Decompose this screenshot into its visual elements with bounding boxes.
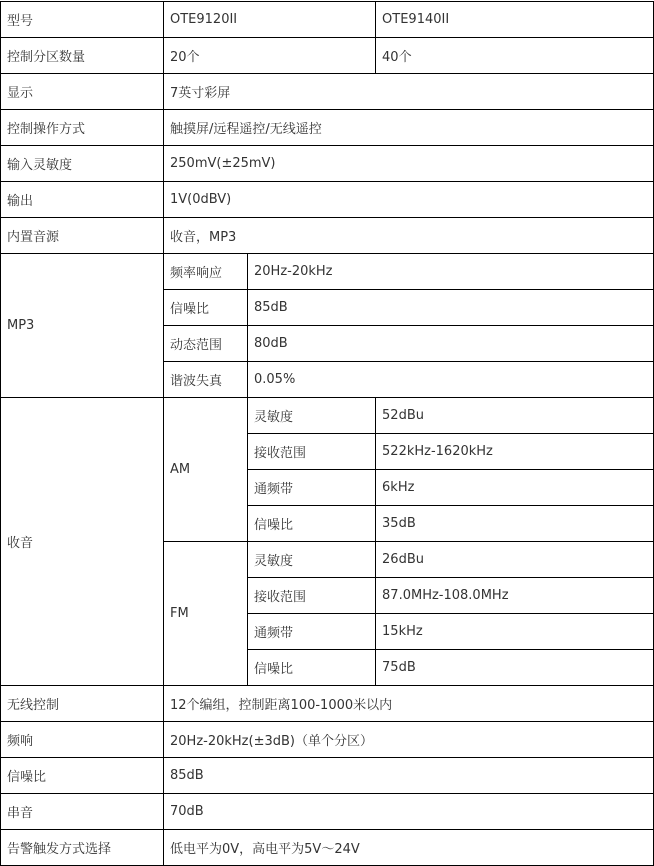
table-row-alarm <box>1 830 654 866</box>
fm-item-label: 接收范围 <box>248 578 376 614</box>
mp3-item-value: 20Hz-20kHz <box>248 254 654 290</box>
mp3-item-value: 85dB <box>248 290 654 326</box>
mp3-item-label: 信噪比 <box>164 290 248 326</box>
fm-item-value: 87.0MHz-108.0MHz <box>376 578 654 614</box>
table-row-sensitivity <box>1 146 654 182</box>
output-value: 1V(0dBV) <box>164 182 654 218</box>
model-a-value: OTE9120II <box>164 2 376 38</box>
mp3-item-value: 80dB <box>248 326 654 362</box>
crosstalk-value: 70dB <box>164 794 654 830</box>
alarm-value: 低电平为0V，高电平为5V～24V <box>164 830 654 866</box>
spec-table <box>0 1 654 866</box>
display-value: 7英寸彩屏 <box>164 74 654 110</box>
fm-item-label: 通频带 <box>248 614 376 650</box>
fm-item-value: 15kHz <box>376 614 654 650</box>
source-value: 收音，MP3 <box>164 218 654 254</box>
table-row-output <box>1 182 654 218</box>
table-row-display <box>1 74 654 110</box>
control-value: 触摸屏/远程遥控/无线遥控 <box>164 110 654 146</box>
display-label: 显示 <box>1 74 164 110</box>
am-item-value: 522kHz-1620kHz <box>376 434 654 470</box>
mp3-item-label: 动态范围 <box>164 326 248 362</box>
wireless-label: 无线控制 <box>1 686 164 722</box>
table-row-source <box>1 218 654 254</box>
fm-item-value: 75dB <box>376 650 654 686</box>
wireless-value: 12个编组，控制距离100-1000米以内 <box>164 686 654 722</box>
mp3-label: MP3 <box>1 254 164 398</box>
zones-a-value: 20个 <box>164 38 376 74</box>
freq-value: 20Hz-20kHz(±3dB)（单个分区） <box>164 722 654 758</box>
freq-label: 频响 <box>1 722 164 758</box>
table-row-zones <box>1 38 654 74</box>
sensitivity-label: 输入灵敏度 <box>1 146 164 182</box>
am-item-label: 通频带 <box>248 470 376 506</box>
zones-label: 控制分区数量 <box>1 38 164 74</box>
snr-value: 85dB <box>164 758 654 794</box>
mp3-item-value: 0.05% <box>248 362 654 398</box>
am-item-value: 52dBu <box>376 398 654 434</box>
table-row-freq <box>1 722 654 758</box>
am-item-label: 灵敏度 <box>248 398 376 434</box>
fm-item-value: 26dBu <box>376 542 654 578</box>
am-item-label: 信噪比 <box>248 506 376 542</box>
fm-label: FM <box>164 542 248 686</box>
am-item-value: 6kHz <box>376 470 654 506</box>
table-row-crosstalk <box>1 794 654 830</box>
table-row-model <box>1 2 654 38</box>
table-row-control <box>1 110 654 146</box>
am-item-value: 35dB <box>376 506 654 542</box>
table-row-radio <box>1 398 654 434</box>
table-row-wireless <box>1 686 654 722</box>
am-item-label: 接收范围 <box>248 434 376 470</box>
sensitivity-value: 250mV(±25mV) <box>164 146 654 182</box>
output-label: 输出 <box>1 182 164 218</box>
am-label: AM <box>164 398 248 542</box>
model-b-value: OTE9140II <box>376 2 654 38</box>
table-row-mp3 <box>1 254 654 290</box>
radio-label: 收音 <box>1 398 164 686</box>
mp3-item-label: 频率响应 <box>164 254 248 290</box>
control-label: 控制操作方式 <box>1 110 164 146</box>
table-row-snr <box>1 758 654 794</box>
fm-item-label: 灵敏度 <box>248 542 376 578</box>
zones-b-value: 40个 <box>376 38 654 74</box>
source-label: 内置音源 <box>1 218 164 254</box>
mp3-item-label: 谐波失真 <box>164 362 248 398</box>
fm-item-label: 信噪比 <box>248 650 376 686</box>
crosstalk-label: 串音 <box>1 794 164 830</box>
model-label: 型号 <box>1 2 164 38</box>
alarm-label: 告警触发方式选择 <box>1 830 164 866</box>
snr-label: 信噪比 <box>1 758 164 794</box>
